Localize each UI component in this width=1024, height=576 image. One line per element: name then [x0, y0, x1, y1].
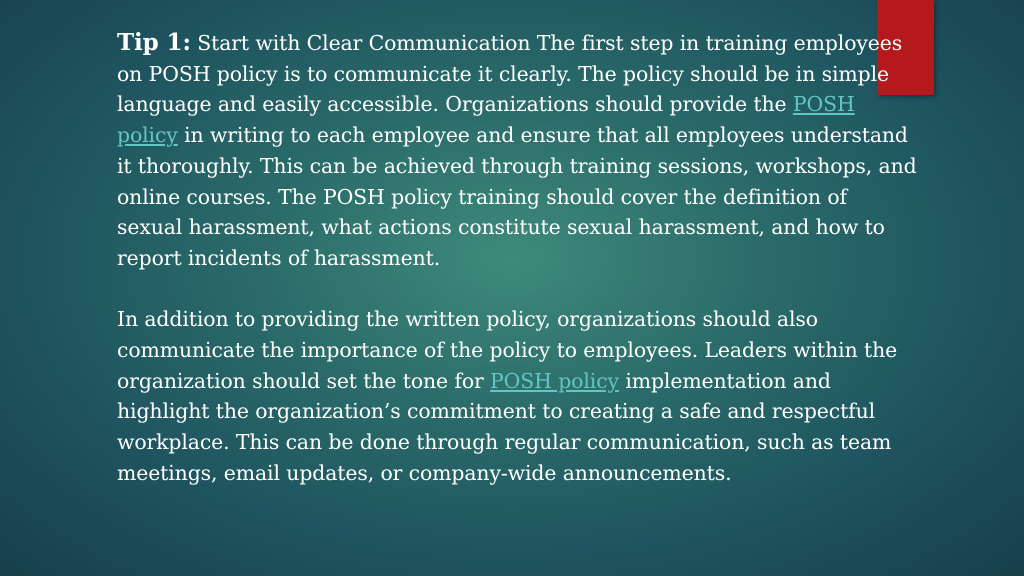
- paragraph-1-text-start: Start with Clear Communication The first step in training employees on POSH policy is to communicate it clearly. The policy should be in simple language and easily accessible. Organizations should provide the: [117, 31, 903, 117]
- posh-policy-link-1[interactable]: POSH policy: [117, 92, 855, 148]
- paragraph-2: [117, 304, 917, 488]
- paragraph-2-text-start: In addition to providing the written policy, organizations should also communicate the importance of the policy to employees. Leaders within the organization should set the tone for: [117, 307, 898, 393]
- posh-policy-link-2[interactable]: POSH policy: [490, 368, 619, 393]
- paragraph-2-text-end: implementation and highlight the organization’s commitment to creating a safe and respectful workplace. This can be done through regular communication, such as team meetings, email updates, or company-wide announcements.: [117, 368, 892, 485]
- tip-label: Tip 1:: [117, 29, 191, 56]
- paragraph-spacer: [117, 274, 917, 305]
- paragraph-tip-1: [117, 28, 917, 274]
- paragraph-1-text-end: in writing to each employee and ensure that all employees understand it thoroughly. This can be achieved through training sessions, workshops, and online courses. The POSH policy training should cover the definition of sexual harassment, what actions constitute sexual harassment, and how to report incidents of harassment.: [117, 123, 917, 270]
- slide-body: [117, 28, 917, 489]
